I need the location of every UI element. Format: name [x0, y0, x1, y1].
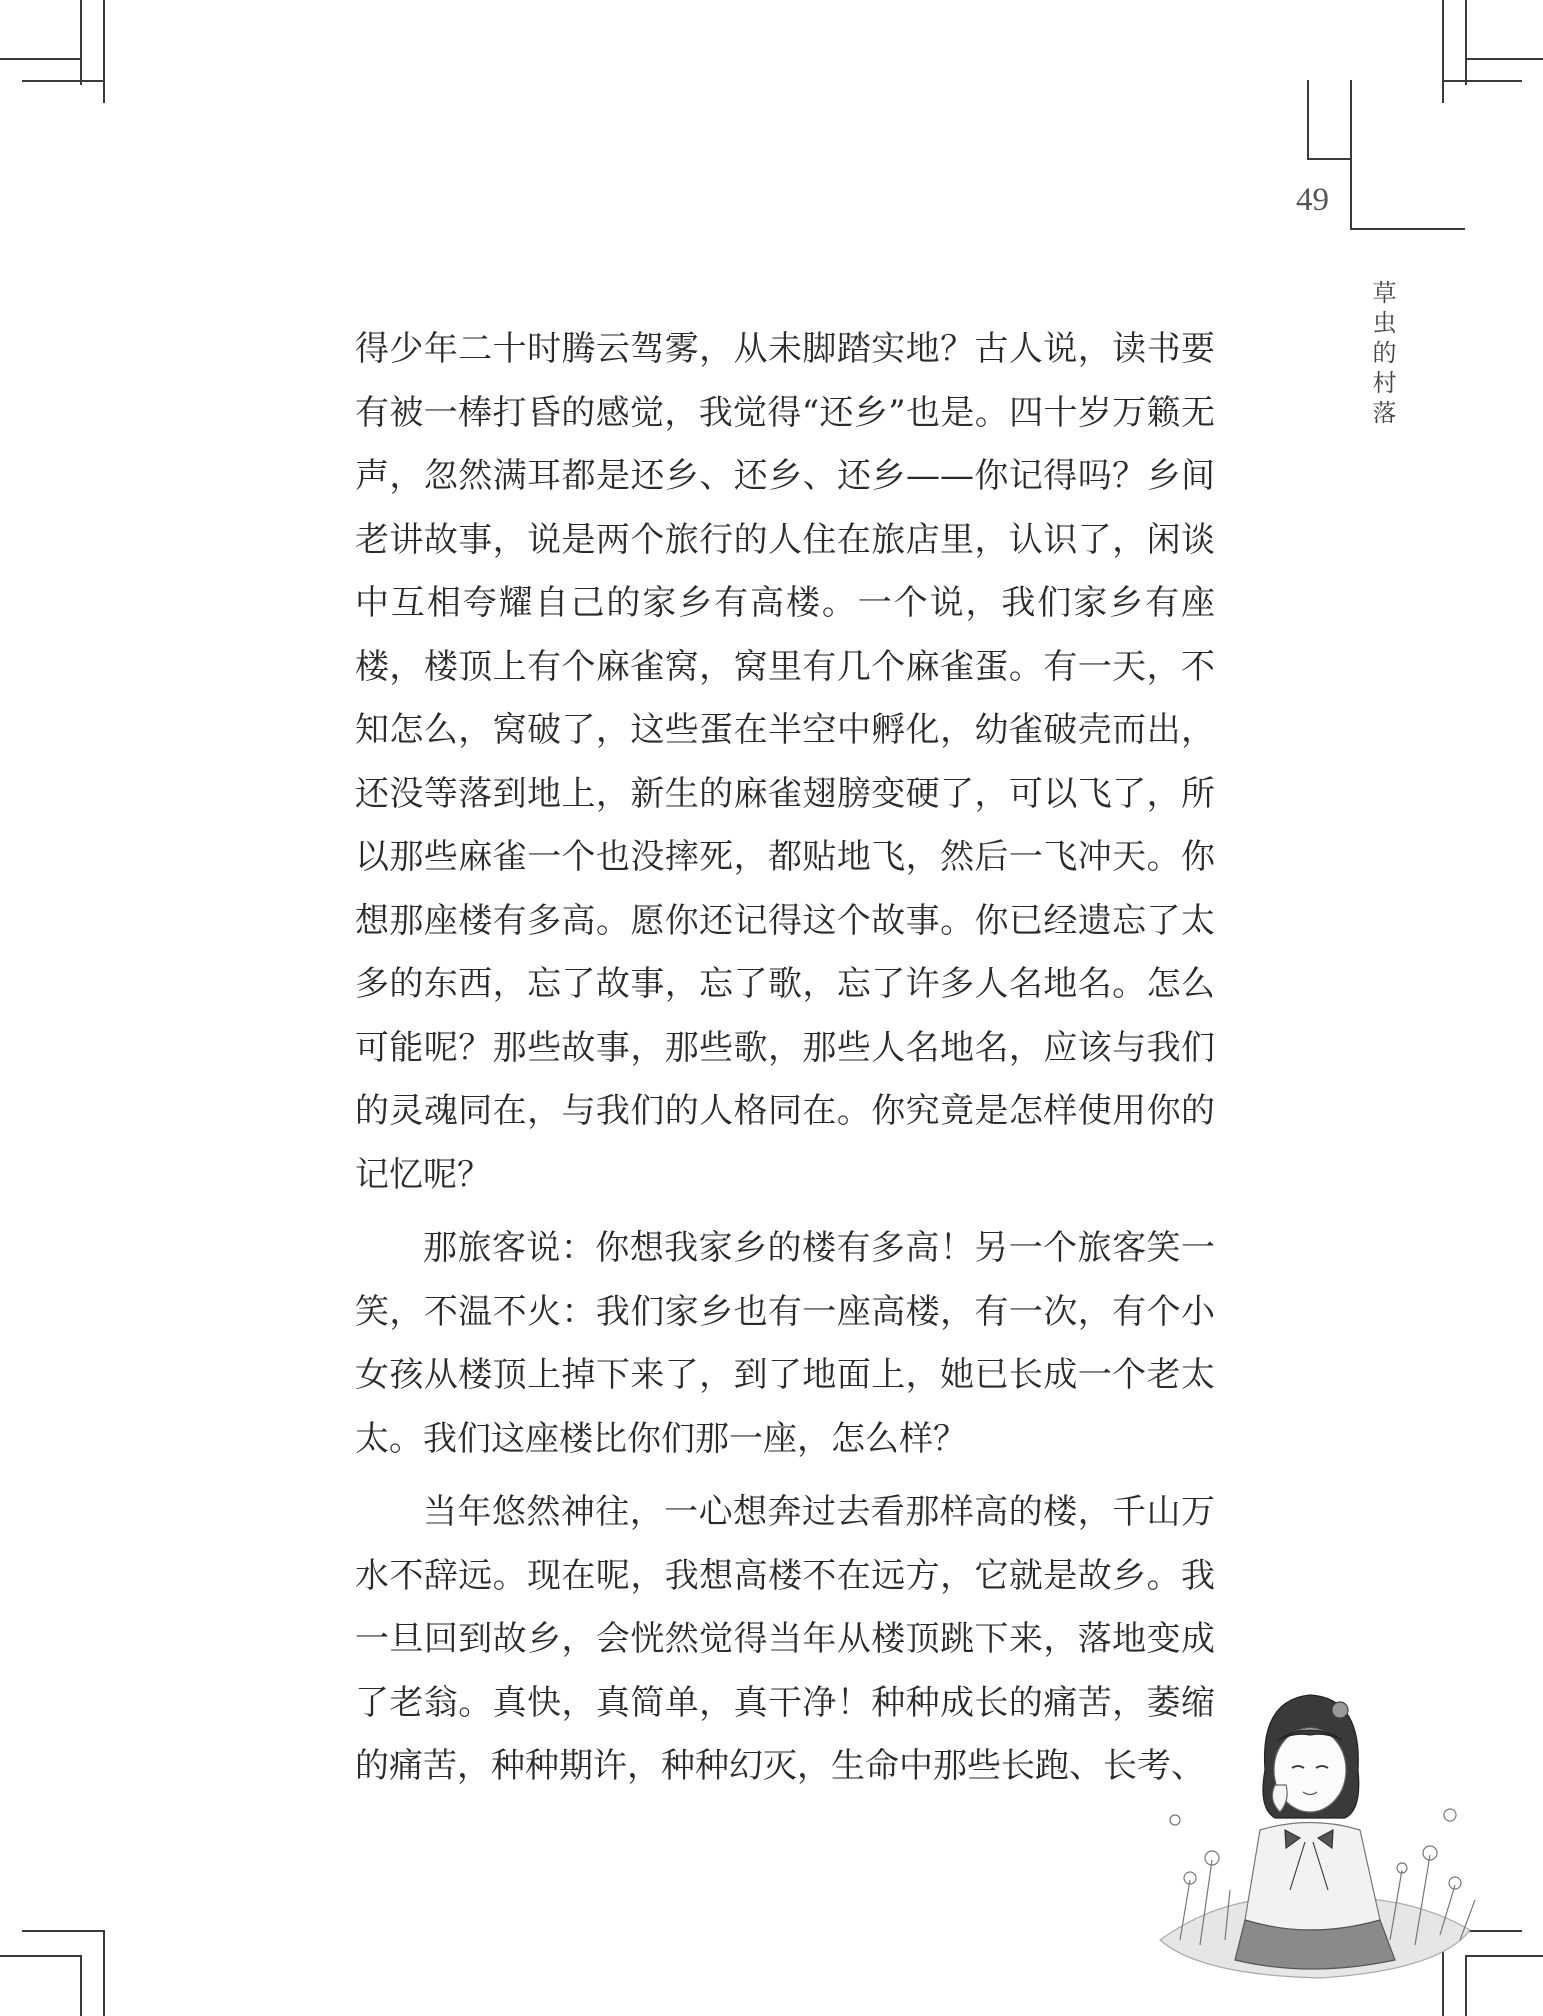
crop-mark — [103, 1930, 105, 2016]
running-title: 草虫的村落 — [1368, 280, 1396, 430]
header-rule — [1350, 80, 1352, 230]
crop-mark — [0, 1955, 80, 1957]
crop-mark — [1442, 0, 1444, 103]
paragraph: 那旅客说：你想我家乡的楼有多高！另一个旅客笑一笑，不温不火：我们家乡也有一座高楼，有一次，有个小女孩从楼顶上掉下来了，到了地面上，她已长成一个老太太。我们这座楼比你们那一座，怎么样？ — [355, 1228, 1215, 1459]
header-rule — [1307, 158, 1352, 160]
body-text — [355, 318, 1215, 1799]
header-rule — [1307, 80, 1309, 160]
crop-mark — [1465, 0, 1467, 85]
paragraph: 当年悠然神往，一心想奔过去看那样高的楼，千山万水不辞远。现在呢，我想高楼不在远方，它就是故乡。我一旦回到故乡，会恍然觉得当年从楼顶跳下来，落地变成了老翁。真快，真简单，真干净！种种成长的痛苦，萎缩的痛苦，种种期许，种种幻灭，生命中那些长跑、长考、 — [355, 1492, 1215, 1786]
crop-mark — [22, 80, 103, 82]
page-number: 49 — [1296, 182, 1329, 218]
girl-in-flowers-illustration — [1140, 1640, 1485, 1980]
crop-mark — [103, 0, 105, 103]
crop-mark — [1442, 80, 1522, 82]
paragraph: 得少年二十时腾云驾雾，从未脚踏实地？古人说，读书要有被一棒打昏的感觉，我觉得“还乡”也是。四十岁万籁无声，忽然满耳都是还乡、还乡、还乡——你记得吗？乡间老讲故事，说是两个旅行的人住在旅店里，认识了，闲谈中互相夸耀自己的家乡有高楼。一个说，我们家乡有座楼，楼顶上有个麻雀窝，窝里有几个麻雀蛋。有一天，不知怎么，窝破了，这些蛋在半空中孵化，幼雀破壳而出，还没等落到地上，新生的麻雀翅膀变硬了，可以飞了，所以那些麻雀一个也没摔死，都贴地飞，然后一飞冲天。你想那座楼有多高。愿你还记得这个故事。你已经遗忘了太多的东西，忘了故事，忘了歌，忘了许多人名地名。怎么可能呢？那些故事，那些歌，那些人名地名，应该与我们的灵魂同在，与我们的人格同在。你究竟是怎样使用你的记忆呢？ — [355, 329, 1215, 1195]
crop-mark — [22, 1930, 103, 1932]
header-rule — [1350, 228, 1465, 230]
crop-mark — [80, 0, 82, 85]
crop-mark — [1465, 58, 1543, 60]
crop-mark — [0, 58, 80, 60]
crop-mark — [80, 1955, 82, 2016]
